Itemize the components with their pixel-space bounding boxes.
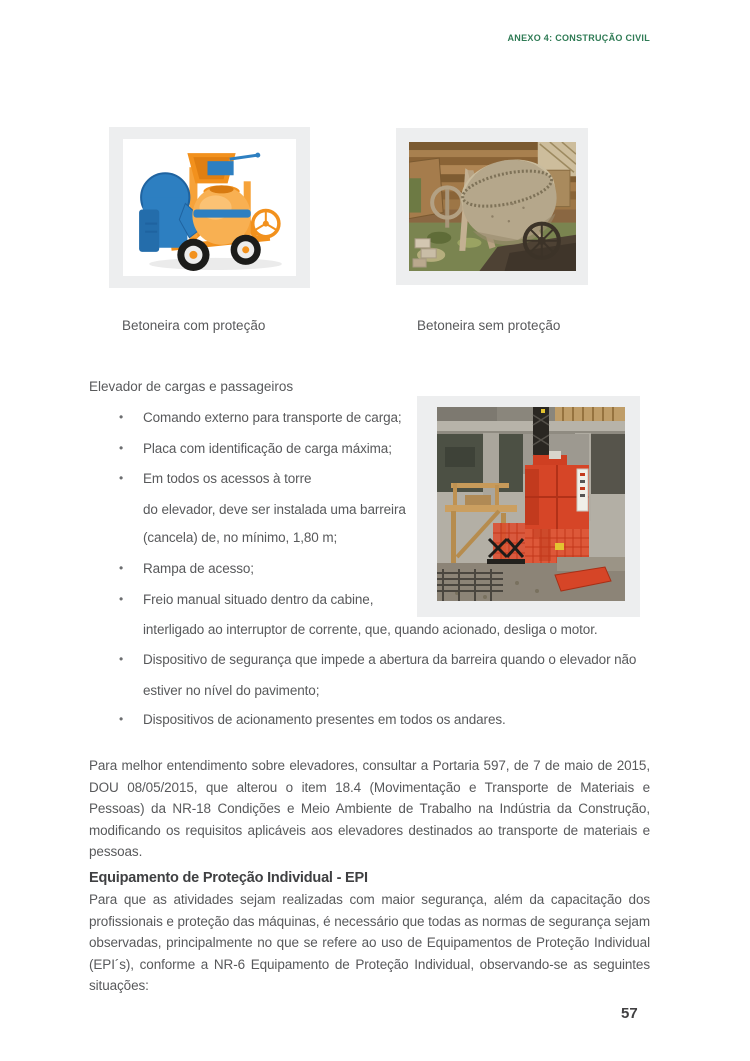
list-item-text: do elevador, deve ser instalada uma barreira <box>143 502 406 517</box>
betoneira-sem-protecao-photo <box>409 142 576 271</box>
list-item-placa-carga-maxima <box>119 441 392 456</box>
list-item-acessos-torre-cont <box>143 502 406 517</box>
elevator-section-title: Elevador de cargas e passageiros <box>89 379 294 394</box>
page-number: 57 <box>621 1005 638 1022</box>
bullet-icon: • <box>119 712 124 726</box>
bullet-icon: • <box>119 592 124 606</box>
list-item-text: Rampa de acesso; <box>143 561 254 576</box>
list-item-text: Em todos os acessos à torre <box>143 471 312 486</box>
epi-paragraph: Para que as atividades sejam realizadas com maior segurança, além da capacitação dos profissionais e proteção das máquinas, é necessário que todas as normas de segurança sejam observadas, principalmente no que se refere ao uso de Equipamentos de Proteção Individual (EPI´s), conforme a NR-6 Equipamento de Proteção Individual, observando-se as seguintes situações: <box>89 892 650 993</box>
epi-section-heading: Equipamento de Proteção Individual - EPI <box>89 870 368 887</box>
list-item-freio-manual <box>119 592 374 607</box>
list-item-acessos-torre-cont2 <box>143 530 337 545</box>
list-item-acessos-torre <box>119 471 312 486</box>
figure-betoneira-sem-protecao <box>396 128 588 285</box>
list-item-freio-manual-cont <box>143 622 598 637</box>
bullet-icon: • <box>119 441 124 455</box>
caption-betoneira-sem-protecao: Betoneira sem proteção <box>417 318 561 333</box>
bullet-icon: • <box>119 652 124 666</box>
list-item-text: Freio manual situado dentro da cabine, <box>143 592 374 607</box>
list-item-dispositivo-seguranca-cont <box>143 683 319 698</box>
list-item-text: Placa com identificação de carga máxima; <box>143 441 392 456</box>
list-item-text: estiver no nível do pavimento; <box>143 683 320 698</box>
bullet-icon: • <box>119 471 124 485</box>
list-item-rampa-acesso <box>119 561 254 576</box>
figure-betoneira-com-protecao <box>109 127 310 288</box>
bullet-icon: • <box>119 410 124 424</box>
portaria-paragraph: Para melhor entendimento sobre elevadores, consultar a Portaria 597, de 7 de maio de 2015, DOU 08/05/2015, que alterou o item 18.4 (Movimentação e Transporte de Materiais e Pessoas) da NR-18 Condições e Meio Ambiente de Trabalho na Indústria da Construção, modificando os requisitos aplicáveis aos elevadores destinados ao transporte de materiais e pessoas. <box>89 758 650 859</box>
list-item-text: Dispositivo de segurança que impede a abertura da barreira quando o elevador não <box>143 652 637 667</box>
list-item-dispositivos-acionamento <box>119 712 506 727</box>
elevador-de-obra-photo <box>437 407 625 601</box>
list-item-text: Comando externo para transporte de carga; <box>143 410 402 425</box>
betoneira-com-protecao-photo <box>123 139 296 276</box>
list-item-text: (cancela) de, no mínimo, 1,80 m; <box>143 530 338 545</box>
list-item-text: Dispositivos de acionamento presentes em todos os andares. <box>143 712 506 727</box>
page-header: ANEXO 4: CONSTRUÇÃO CIVIL <box>507 33 650 43</box>
list-item-comando-externo <box>119 410 402 425</box>
figure-elevador-de-obra <box>417 396 640 617</box>
list-item-dispositivo-seguranca <box>119 652 637 667</box>
list-item-text: interligado ao interruptor de corrente, que, quando acionado, desliga o motor. <box>143 622 598 637</box>
caption-betoneira-com-protecao: Betoneira com proteção <box>122 318 266 333</box>
bullet-icon: • <box>119 561 124 575</box>
